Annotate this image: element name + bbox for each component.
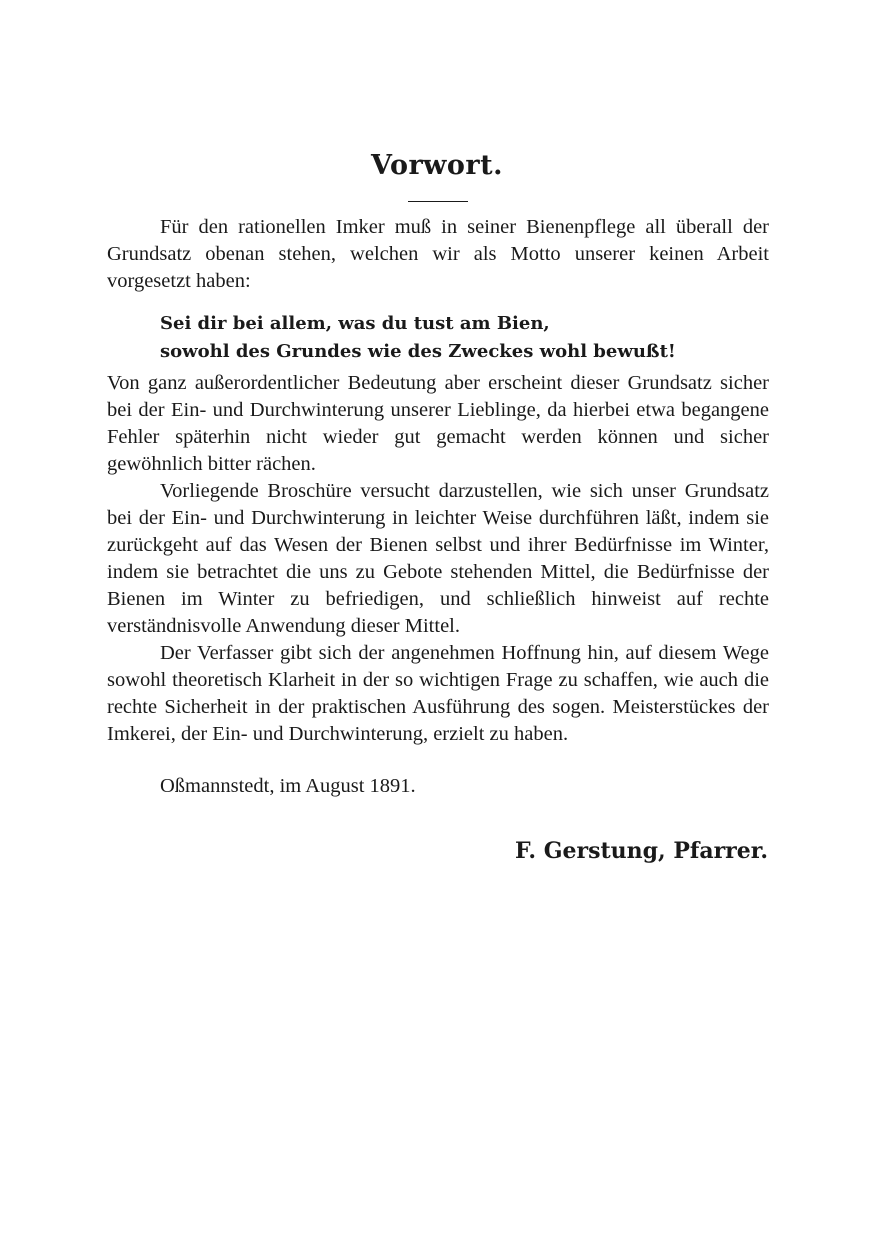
motto-line-1: Sei dir bei allem, was du tust am Bien, (160, 313, 550, 334)
paragraph-2: Vorliegende Broschüre versucht darzustellen, wie sich unser Grundsatz bei der Ein- und Durchwinterung in leichter Weise durchführen läßt, indem sie zurückgeht auf das Wesen der Bienen selbst und ihrer Bedürfnisse im Winter, indem sie betrachtet die uns zu Gebote stehenden Mittel, die Bedürfnisse der Bienen im Winter zu befriedigen, und schließlich hinweist auf rechte verständnisvolle Anwendung dieser Mittel. (107, 480, 769, 637)
motto-block (160, 310, 760, 366)
title-underline (408, 201, 468, 202)
page-title: Vorwort. (370, 150, 504, 181)
place-date: Oßmannstedt, im August 1891. (160, 775, 416, 797)
paragraph-3: Der Verfasser gibt sich der angenehmen Hoffnung hin, auf diesem Wege sowohl theoretisch Klarheit in der so wichtigen Frage zu schaffen, wie auch die rechte Sicherheit in der praktischen Ausführung des sogen. Meisterstückes der Imkerei, der Ein- und Durchwinterung, erzielt zu haben. (107, 642, 769, 745)
paragraph-1: Von ganz außerordentlicher Bedeutung aber erscheint dieser Grundsatz sicher bei der Ein- und Durchwinterung unserer Lieblinge, da hierbei etwa begangene Fehler späterhin nicht wieder gut gemacht werden können und sicher gewöhnlich bitter rächen. (107, 372, 769, 475)
motto-line-2: sowohl des Grundes wie des Zweckes wohl bewußt! (160, 341, 676, 362)
main-paragraphs (107, 370, 769, 748)
intro-text: Für den rationellen Imker muß in seiner Bienenpflege all überall der Grundsatz obenan stehen, welchen wir als Motto unserer keinen Arbeit vorgesetzt haben: (107, 216, 769, 292)
intro-paragraph (107, 214, 769, 295)
author-signature: F. Gerstung, Pfarrer. (514, 838, 768, 864)
